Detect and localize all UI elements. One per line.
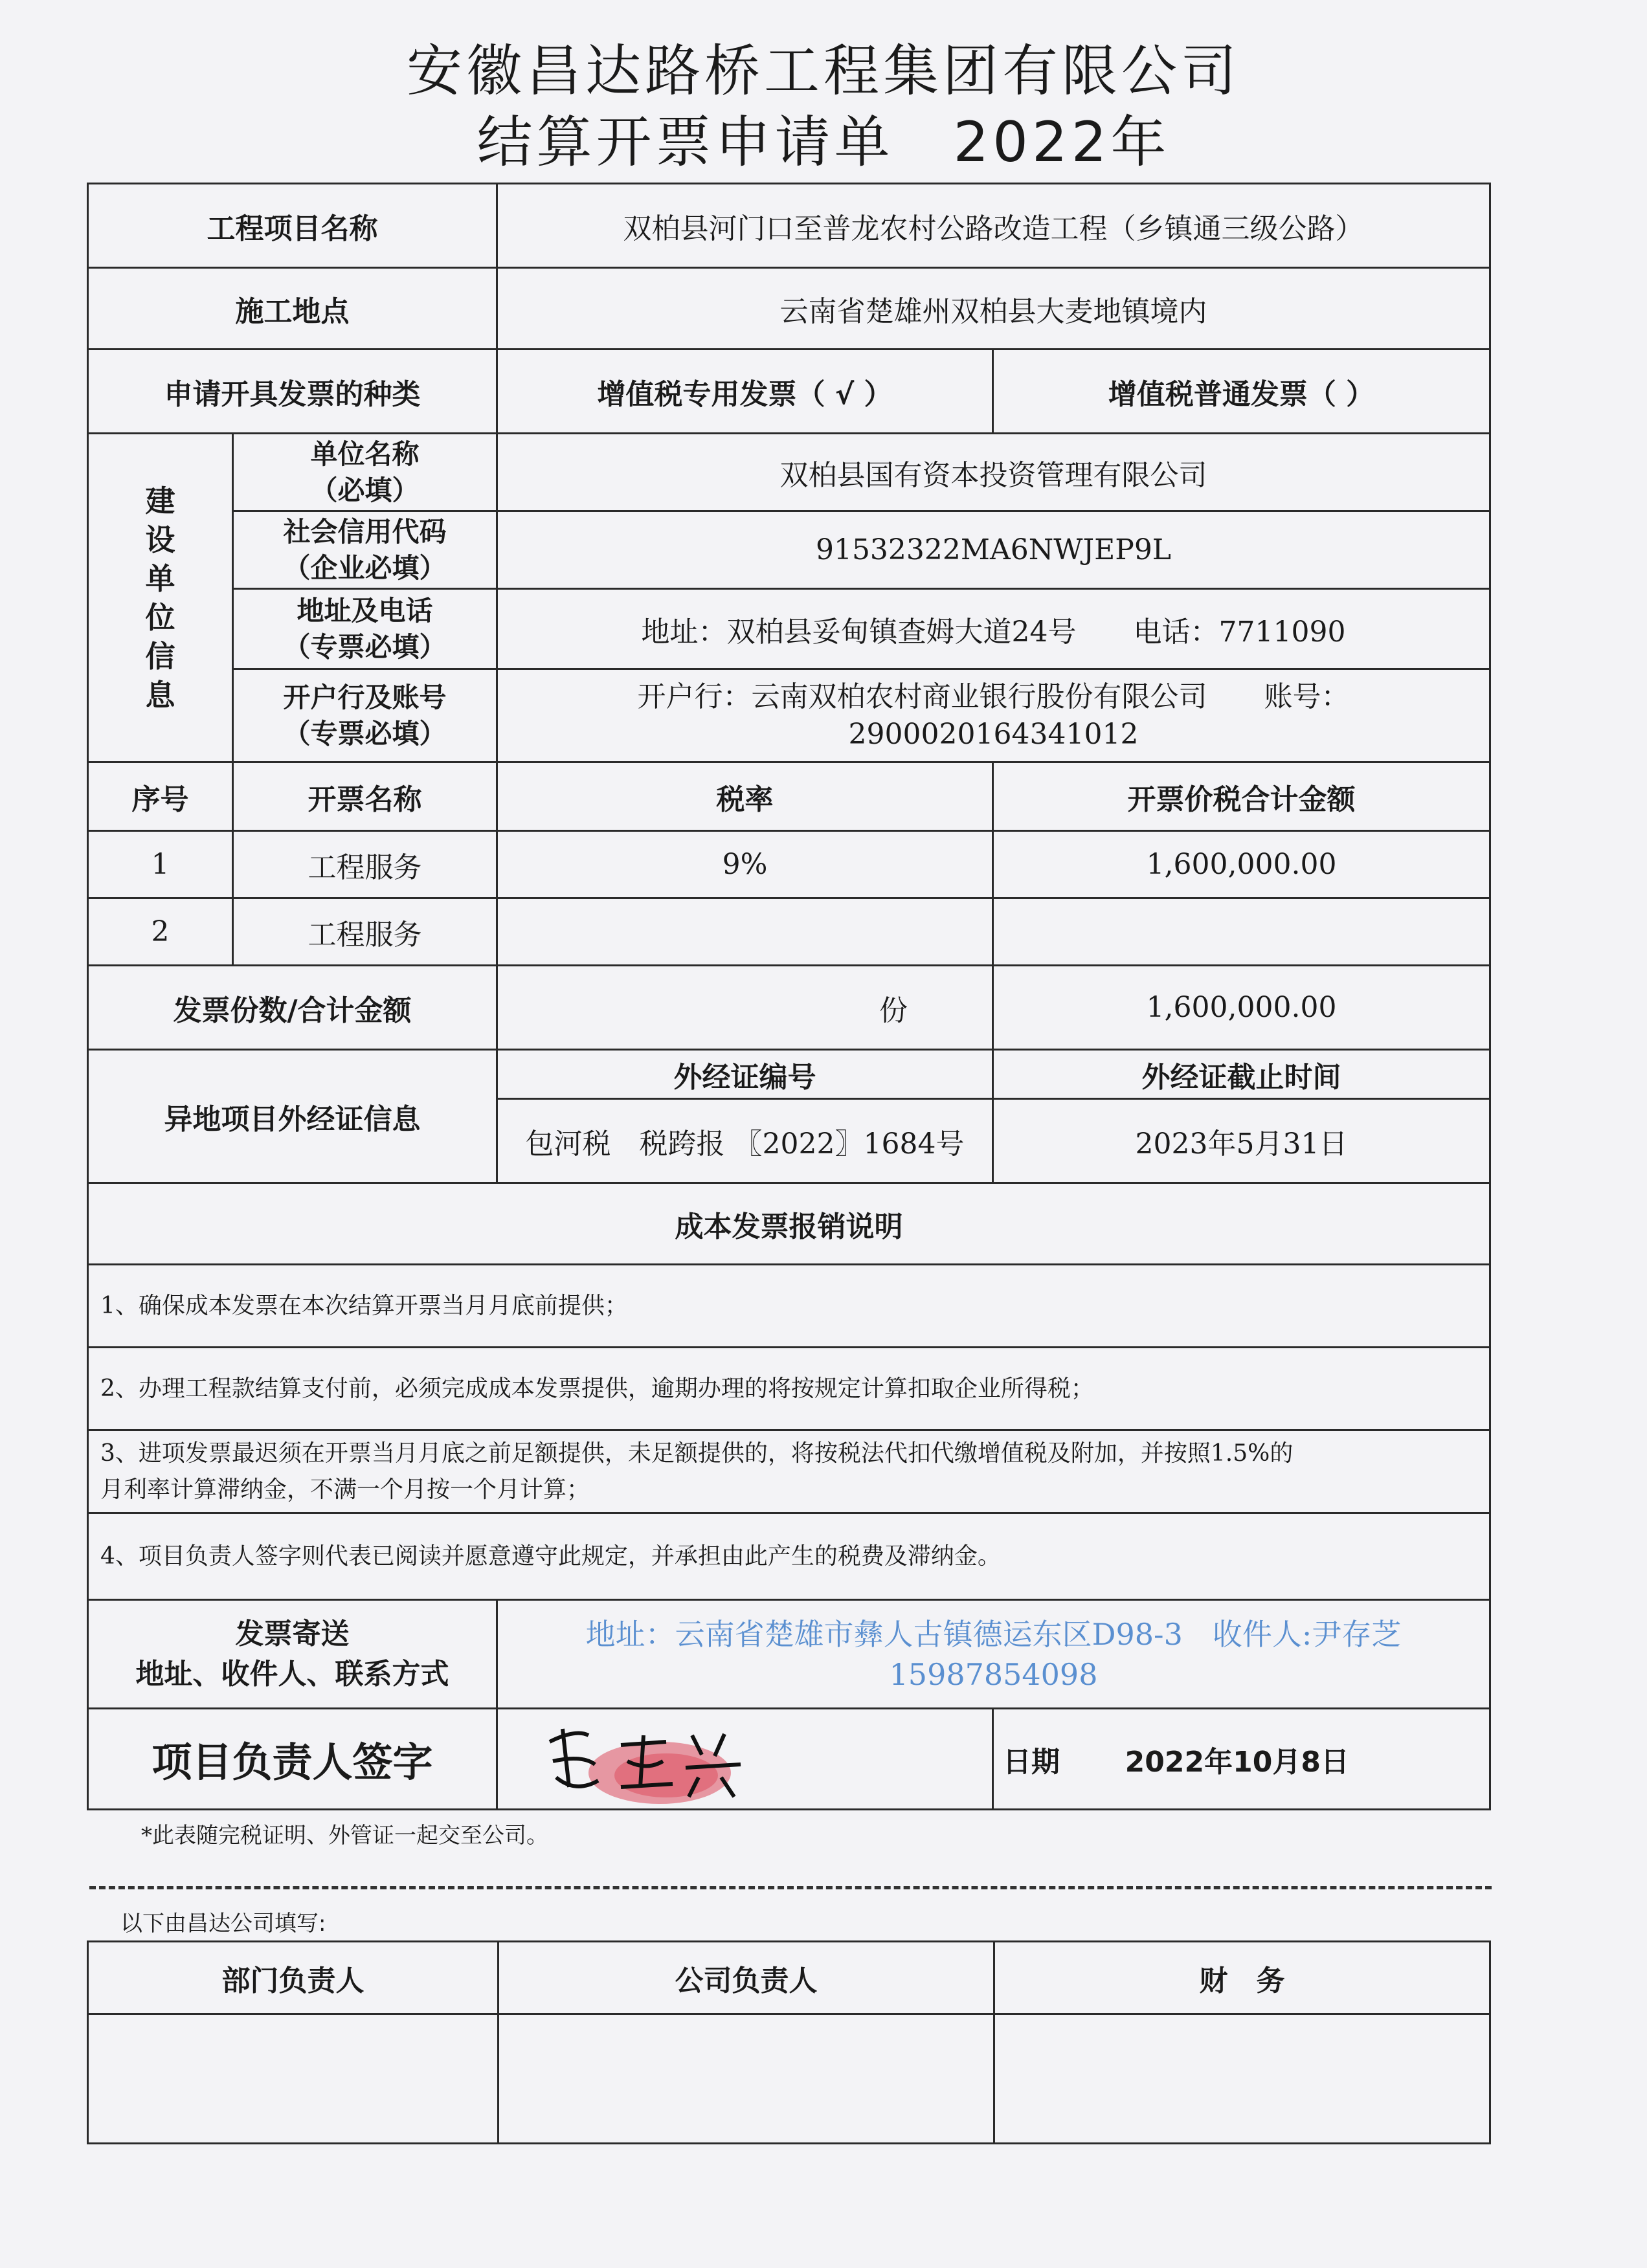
address-phone-label: 地址及电话 （专票必填） (233, 589, 497, 669)
invoice-type-label: 申请开具发票的种类 (88, 350, 497, 434)
dept-head-header: 部门负责人 (88, 1942, 499, 2014)
col-header-rate: 税率 (497, 762, 993, 831)
row-rate (497, 898, 993, 966)
col-header-no: 序号 (88, 762, 233, 831)
unit-value: 双柏县国有资本投资管理有限公司 (497, 434, 1490, 511)
site-label: 施工地点 (88, 268, 497, 350)
table-row (88, 898, 1490, 966)
dept-head-sign-cell (88, 2014, 499, 2144)
ordinary-invoice-option: 增值税普通发票（ ） (993, 350, 1490, 434)
col-header-amount: 开票价税合计金额 (993, 762, 1490, 831)
cost-note-4: 4、项目负责人签字则代表已阅读并愿意遵守此规定，并承担由此产生的税费及滞纳金。 (88, 1513, 1490, 1600)
external-cert-no-label: 外经证编号 (497, 1050, 993, 1099)
external-cert-deadline-label: 外经证截止时间 (993, 1050, 1490, 1099)
date-value: 2022年10月8日 (1125, 1745, 1349, 1779)
row-rate: 9% (497, 831, 993, 898)
row-amount (993, 898, 1490, 966)
row-amount: 1,600,000.00 (993, 831, 1490, 898)
credit-code-value: 91532322MA6NWJEP9L (497, 511, 1490, 589)
site-value: 云南省楚雄州双柏县大麦地镇境内 (497, 268, 1490, 350)
total-amount: 1,600,000.00 (993, 966, 1490, 1050)
internal-intro: 以下由昌达公司填写: (120, 1911, 326, 1937)
company-head-header: 公司负责人 (499, 1942, 994, 2014)
mailing-label: 发票寄送 地址、收件人、联系方式 (88, 1600, 497, 1709)
external-cert-label: 异地项目外经证信息 (88, 1050, 497, 1183)
cost-note-2: 2、办理工程款结算支付前，必须完成成本发票提供，逾期办理的将按规定计算扣取企业所得税； (88, 1348, 1490, 1430)
col-header-name: 开票名称 (233, 762, 497, 831)
table-row (88, 831, 1490, 898)
finance-sign-cell (994, 2014, 1490, 2144)
company-title: 安徽昌达路桥工程集团有限公司 (407, 39, 1240, 104)
special-invoice-option: 增值税专用发票（ √ ） (497, 350, 993, 434)
approval-table (87, 1940, 1491, 2144)
project-name-label: 工程项目名称 (88, 184, 497, 268)
signature-handwriting (537, 1716, 750, 1807)
external-cert-no: 包河税 税跨报 〖2022〗1684号 (497, 1099, 993, 1183)
cost-note-3: 3、进项发票最迟须在开票当月月底之前足额提供，未足额提供的，将按税法代扣代缴增值税及附加，并按照1.5%的 月利率计算滞纳金，不满一个月按一个月计算； (88, 1430, 1490, 1513)
row-name: 工程服务 (233, 898, 497, 966)
form-title: 结算开票申请单 2022年 (476, 110, 1171, 175)
application-table (87, 183, 1491, 1810)
mailing-value: 地址：云南省楚雄市彝人古镇德运东区D98-3 收件人:尹存芝 15987854098 (497, 1600, 1490, 1709)
bank-account-label: 开户行及账号 （专票必填） (233, 669, 497, 762)
company-head-sign-cell (499, 2014, 994, 2144)
cost-notes-title: 成本发票报销说明 (88, 1183, 1490, 1265)
external-cert-deadline: 2023年5月31日 (993, 1099, 1490, 1183)
credit-code-label: 社会信用代码 （企业必填） (233, 511, 497, 589)
builder-side-label (88, 434, 233, 762)
builder-side-text: 建设单位信息 (145, 483, 175, 713)
unit-label: 单位名称 （必填） (233, 434, 497, 511)
copies-unit: 份 (497, 966, 993, 1050)
project-name-value: 双柏县河门口至普龙农村公路改造工程（乡镇通三级公路） (497, 184, 1490, 268)
total-label: 发票份数/合计金额 (88, 966, 497, 1050)
row-no: 1 (88, 831, 233, 898)
signature-label: 项目负责人签字 (88, 1709, 497, 1810)
signature-cell (497, 1709, 993, 1810)
bank-account-value: 开户行：云南双柏农村商业银行股份有限公司 账号： 2900020164341012 (497, 669, 1490, 762)
date-label: 日期 (1003, 1745, 1060, 1779)
footnote: *此表随完税证明、外管证一起交至公司。 (141, 1823, 548, 1849)
address-phone-value: 地址：双柏县妥甸镇查姆大道24号 电话：7711090 (497, 589, 1490, 669)
cut-line (89, 1886, 1492, 1889)
cost-note-1: 1、确保成本发票在本次结算开票当月月底前提供； (88, 1265, 1490, 1348)
row-name: 工程服务 (233, 831, 497, 898)
row-no: 2 (88, 898, 233, 966)
finance-header: 财 务 (994, 1942, 1490, 2014)
date-cell (993, 1709, 1490, 1810)
